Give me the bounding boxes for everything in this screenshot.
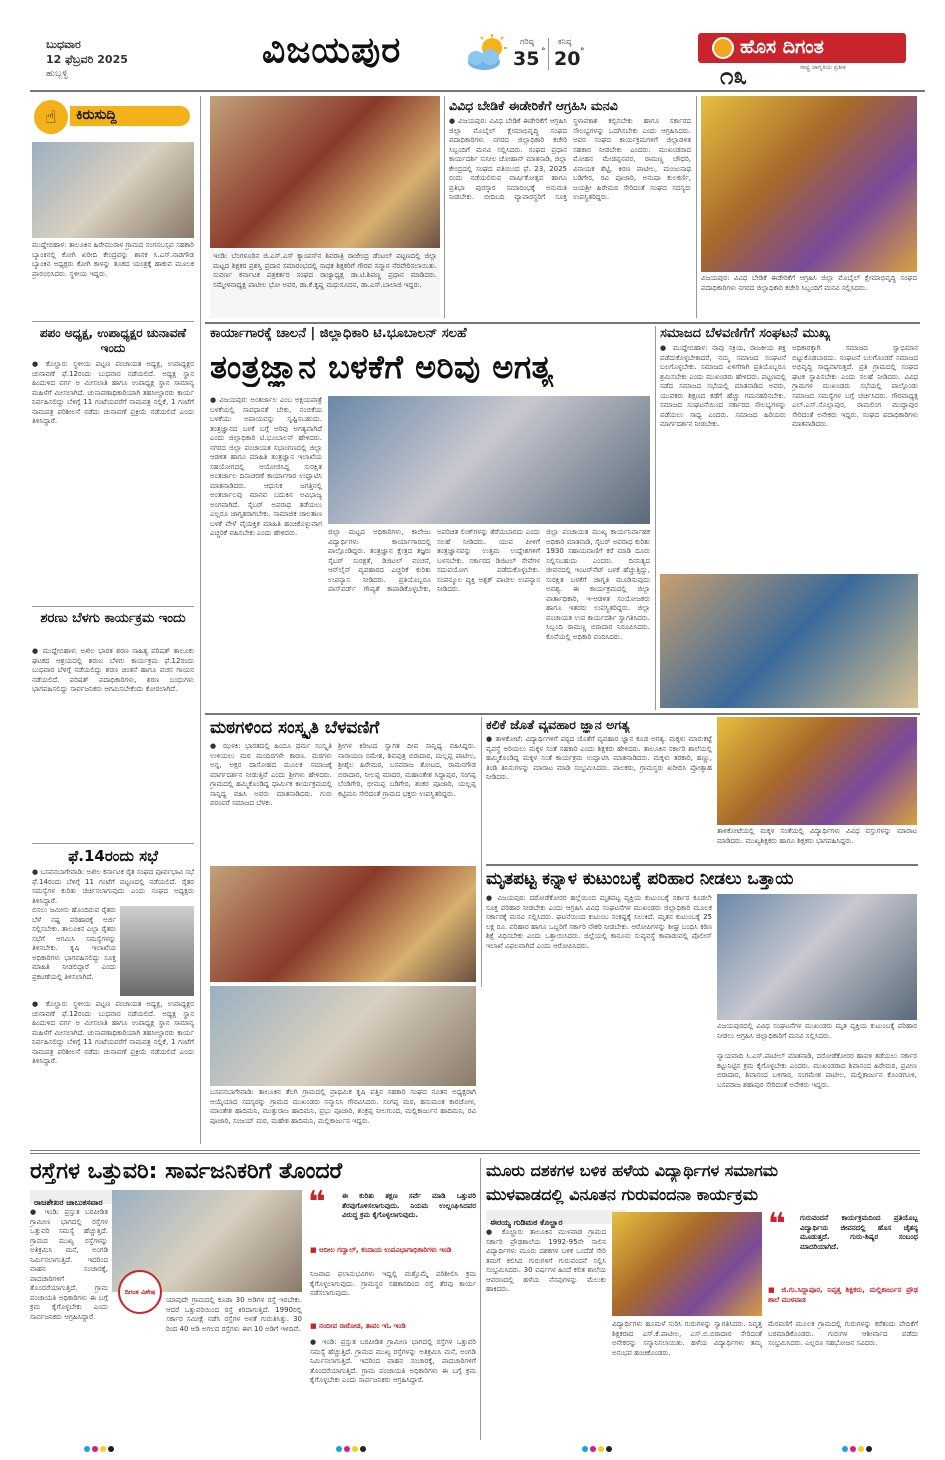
divider	[32, 321, 194, 322]
headline-guru-2: ಮುಳವಾಡದಲ್ಲಿ ವಿನೂತನ ಗುರುವಂದನಾ ಕಾರ್ಯಕ್ರಮ	[486, 1185, 758, 1204]
temp-max: 35	[513, 48, 540, 70]
masthead-rule	[30, 90, 925, 92]
column-rule	[200, 96, 201, 1144]
text-manavi: ● ವಿಜಯಪುರ: ವಿವಿಧ ಬೇಡಿಕೆ ಈಡೇರಿಕೆಗೆ ಆಗ್ರಹಿಸಿ ಜಿಲ್ಲಾ ಮೊಬೈಲ್ ಕ್ಷೇಮಾಭಿವೃದ್ಧಿ ಸಂಘದ ಪದಾಧಿಕಾರಿಗಳು ನಗರದ ಜಿಲ್ಲಾಧಿಕಾರಿ ಕಚೇರಿ ಸಿಬ್ಬಂದಿಗೆ ಮನವಿ ಸಲ್ಲಿಸಿದರು. ಸಂಘದ ಪ್ರಧಾನ ಕಾರ್ಯದರ್ಶಿ ಸುನೀಲ ಚೋಹಾನ್ ಮಾತನಾಡಿ, ಜಿಲ್ಲಾ ಕೇಂದ್ರದಲ್ಲಿ ಸಂಘದ ವತಿಯಿಂದ ಫೆ. 23, 2025 ರಂದು ನಡೆಯಲಿರುವ ವಾರ್ಷಿಕೋತ್ಸವ ಹಾಗೂ ಪ್ರತಿಭಾ ಪುರಸ್ಕಾರ ಸಮಾರಂಭಕ್ಕೆ ಅನುಮತಿ ನೀಡಬೇಕು. ಬೀದಿಬದಿ ವ್ಯಾಪಾರಸ್ಥರಿಗೆ ಸೂಕ್ತ ಸ್ಥಳಾವಕಾಶ ಕಲ್ಪಿಸಬೇಕು ಹಾಗೂ ಸರ್ಕಾರದ ಸೌಲಭ್ಯಗಳನ್ನು ಒದಗಿಸಬೇಕು ಎಂದು ಆಗ್ರಹಿಸಿದರು. ಅವರ ಸಂಘದ ಕಾರ್ಯಕ್ರಮಗಳಿಗೆ ಜಿಲ್ಲಾಡಳಿತ ಸಹಕಾರ ನೀಡಬೇಕು ಎಂದರು. ಮುಖಂಡರಾದ ಮೋಹನ ಮೇಡಪ್ಪನವರ, ರಾಮಣ್ಣ ಚೌಧರಿ, ವಿನಾಯಕ ಶೆಟ್ಟಿ, ಕಿರಣ ಪಾಟೀಲ, ಮಂಜುನಾಥ ಬಡಿಗೇರ, ರವಿ ಪೂಜಾರಿ, ಅನುಷಾ ಕುಲಕರ್ಣಿ, ಜಯಶ್ರೀ ಹಿರೇಮಠ ಸೇರಿದಂತೆ ಸಂಘದ ಸದಸ್ಯರು ಉಪಸ್ಥಿತರಿದ್ದರು.	[449, 117, 691, 201]
quote-raste-source: ■ ಆದೀಲ ಗದ್ವಾಲ್, ಕಂದಾಯ ಉಪವಿಭಾಗಾಧಿಕಾರಿಗಳು ಇಂಡಿ	[310, 1246, 452, 1254]
temp-divider	[548, 38, 549, 70]
masthead-title: ವಿಜಯಪುರ	[262, 30, 402, 71]
brand-tagline: ರಾಷ್ಟ್ರ ಜಾಗೃತಿಯ ಪ್ರತೀಕ	[800, 64, 846, 71]
photo-kirusuddi	[32, 142, 194, 238]
quote-raste-source-2: ■ ನಂದೀಪ ರಾಠೋಡ, ತಾಪಂ ಇಓ ಇಂಡಿ	[310, 1322, 406, 1330]
kirusuddi-text-2: ● ಮುದ್ದೇಬಿಹಾಳ: ಅಖಿಲ ಭಾರತ ಶರಣ ಸಾಹಿತ್ಯ ಪರಿಷತ್ ತಾಲೂಕು ಘಟಕದ ಆಶ್ರಯದಲ್ಲಿ ಶರಣು ಬೆಳಗು ಕಾರ್ಯಕ್ರಮ ಫೆ.12ರಂದು ಬುಧವಾರ ಬೆಳಿಗ್ಗೆ ನಡೆಯಲಿದ್ದು ಶರಣ ಚಿಂತನೆ ಹಾಗೂ ವಚನ ಗಾಯನ ನಡೆಯಲಿದೆ. ಪರಿಷತ್ ಪದಾಧಿಕಾರಿಗಳು, ಶರಣ ಬಂಧುಗಳು ಭಾಗವಹಿಸಲಿದ್ದು ಸಾರ್ವಜನಿಕರು ಆಗಮಿಸಬೇಕೆಂದು ಕೋರಲಾಗಿದೆ.	[32, 647, 194, 693]
temp-min-degree: °	[580, 47, 585, 57]
quote-raste: ಈ ಕುರಿತು ತಕ್ಷಣ ಸರ್ವೆ ಮಾಡಿ ಒತ್ತುವರಿ ತೆರವುಗೊಳಿಸಲಾಗುವುದು. ನಿಯಮ ಉಲ್ಲಂಘಿಸಿದವರ ವಿರುದ್ಧ ಕ್ರಮ ಕೈಗೊಳ್ಳಲಾಗುವುದು.	[342, 1192, 476, 1219]
weather-icon	[462, 34, 510, 74]
text-mrutapatta: ● ವಿಜಯಪುರ: ದರೋಡೆಕೋರರ ಹಲ್ಲೆಯಿಂದ ಮೃತಪಟ್ಟ ವ್ಯಕ್ತಿಯ ಕುಟುಂಬಕ್ಕೆ ಸರ್ಕಾರ ಕೂಡಲೇ ಸೂಕ್ತ ಪರಿಹಾರ ನೀಡಬೇಕು ಎಂದು ಆಗ್ರಹಿಸಿ ವಿವಿಧ ಸಂಘಟನೆಗಳ ಮುಖಂಡರು ಜಿಲ್ಲಾಧಿಕಾರಿ ಮೂಲಕ ಸರ್ಕಾರಕ್ಕೆ ಮನವಿ ಸಲ್ಲಿಸಿದರು. ಘಟನೆಯಿಂದ ಕುಟುಂಬ ಸಂಕಷ್ಟಕ್ಕೆ ಸಿಲುಕಿದೆ. ಮೃತನ ಕುಟುಂಬಕ್ಕೆ 25 ಲಕ್ಷ ರೂ. ಪರಿಹಾರ ಹಾಗೂ ಒಬ್ಬರಿಗೆ ಸರ್ಕಾರಿ ನೌಕರಿ ನೀಡಬೇಕು. ಆರೋಪಿಗಳನ್ನು ಶೀಘ್ರ ಬಂಧಿಸಿ ಕಠಿಣ ಶಿಕ್ಷೆ ವಿಧಿಸಬೇಕು ಎಂದು ಒತ್ತಾಯಿಸಿದರು. ಜಿಲ್ಲೆಯಲ್ಲಿ ಕಾನೂನು ಸುವ್ಯವಸ್ಥೆ ಕಾಪಾಡುವಲ್ಲಿ ಪೊಲೀಸ್ ಇಲಾಖೆ ವಿಫಲವಾಗಿದೆ ಎಂದು ಆರೋಪಿಸಿದರು.	[486, 894, 712, 950]
quote-mark-icon: ❝	[768, 1207, 786, 1242]
divider	[205, 322, 920, 324]
photo-award-ceremony	[210, 96, 440, 248]
section-separator	[30, 1150, 920, 1154]
photo-portrait	[120, 906, 194, 996]
kirusuddi-headline-3: ಫೆ.14ರಂದು ಸಭೆ	[68, 847, 158, 865]
temp-max-degree: °	[541, 47, 546, 57]
text-samaja-1: ● ಮುದ್ದೇಬಿಹಾಳ: ನಾವು ಸಕ್ರಿಯ, ರಾಜಕೀಯ ಶಕ್ತಿ ಪಡೆದುಕೊಳ್ಳಬೇಕಾದರೆ, ನಮ್ಮ ಸಮಾಜದ ಸಂಘಟನೆ ಬಲಗೊಳ್ಳಬೇಕು. ಸಮಾಜದ ಏಳಿಗೆಗಾಗಿ ಪ್ರತಿಯೊಬ್ಬರೂ ಶ್ರಮಿಸಬೇಕು ಎಂದು ಮುಖಂಡರು ಹೇಳಿದರು. ಪಟ್ಟಣದಲ್ಲಿ ನಡೆದ ಸಮಾಜದ ಸಭೆಯಲ್ಲಿ ಮಾತನಾಡಿದ ಅವರು, ಯುವಕರು ಶಿಕ್ಷಣದ ಕಡೆಗೆ ಹೆಚ್ಚು ಗಮನಹರಿಸಬೇಕು. ಸಮಾಜದ ಸಂಘಟನೆಯಿಂದ ಸರ್ಕಾರದ ಸೌಲಭ್ಯಗಳನ್ನು ಪಡೆಯಲು ಸಾಧ್ಯ ಎಂದರು. ಸಮಾಜದ ಹಿರಿಯರು ಮಾರ್ಗದರ್ಶನ ನೀಡಬೇಕು.	[660, 344, 786, 428]
quote-guru-source: ■ ಜಿ.ಗು.ಸಿದ್ದಾಪೂರ, ನಿವೃತ್ತ ಶಿಕ್ಷಕರು, ಮಲ್ಲಿಕಾರ್ಜುನ ಪ್ರೌಢ ಶಾಲೆ ಮುಳವಾಡ	[768, 1286, 918, 1304]
column-rule	[696, 96, 697, 318]
caption-basavana: ಬಸವನಬಾಗೇವಾಡಿ: ತಾಲೂಕಿನ ತೆಲಗಿ ಗ್ರಾಮದಲ್ಲಿ ಪ್ರಾಥಮಿಕ ಕೃಷಿ ಪತ್ತಿನ ಸಹಕಾರಿ ಸಂಘದ ನೂತನ ಅಧ್ಯಕ್ಷರಾಗಿ ಆಯ್ಕೆಯಾದ ಸದಸ್ಯರನ್ನು ಗ್ರಾಮದ ಮುಖಂಡರು ಸನ್ಮಾನಿಸಿ ಗೌರವಿಸಿದರು. ಸಂಗಪ್ಪ ಮಠ, ಹನುಮಂತ ಕಾರಜೋಳ, ಮಾಂತೇಶ ಹಾದಿಮನಿ, ಮುತ್ತುರಾಜ ಹಾದಿಮನಿ, ಪ್ರಭು ಪೂಜಾರಿ, ಶಂಕ್ರಪ್ಪ ನೀಲಗುಂದ, ಮಲ್ಲಿಕಾರ್ಜುನ ಹಾದಿಮನಿ, ರವಿ ಪೂಜಾರಿ, ಸಂಜಯ್ ಮಠ, ಮಹೇಶ ಹಾದಿಮನಿ, ಮಲ್ಲಿಕಾರ್ಜುನ ಇದ್ದರು.	[210, 1088, 476, 1144]
headline-mrutapatta: ಮೃತಪಟ್ಟ ಕನ್ನಾಳ ಕುಟುಂಬಕ್ಕೆ ಪರಿಹಾರ ನೀಡಲು ಒತ್ತಾಯ	[486, 869, 794, 889]
photo-mrutapatta	[717, 894, 917, 1020]
registration-dots	[336, 1446, 366, 1452]
headline-kalike: ಕಲಿಕೆ ಜೊತೆ ವ್ಯವಹಾರ ಜ್ಞಾನ ಅಗತ್ಯ	[486, 717, 630, 732]
emblem-text: ದಿಗಂತ ವಿಶೇಷ	[124, 1288, 156, 1296]
masthead-city: ಹುಬ್ಬಳ್ಳಿ	[46, 69, 68, 79]
column-rule	[444, 96, 445, 318]
headline-mata: ಮಠಗಳಿಂದ ಸಂಸ್ಕೃತಿ ಬೆಳವಣಿಗೆ	[210, 718, 380, 738]
photo-guru	[612, 1212, 762, 1316]
text-samaja-2: ಅಧಿಕಾರಕ್ಕಾಗಿ ಸಮಾಜದ ಸ್ವಾಭಿಮಾನ ಬಿಟ್ಟುಕೊಡಬಾರದು. ಸಂಘಟನೆ ಬಲಗೊಂಡರೆ ಸಮಾಜದ ಅಭಿವೃದ್ಧಿ ಸಾಧ್ಯವಾಗುತ್ತದೆ. ಪ್ರತಿ ಗ್ರಾಮದಲ್ಲಿ ಸಂಘದ ಘಟಕ ಸ್ಥಾಪಿಸಬೇಕು ಎಂದು ಸಲಹೆ ನೀಡಿದರು. ವಿವಿಧ ಗ್ರಾಮಗಳ ಮುಖಂಡರು ಸಭೆಯಲ್ಲಿ ಪಾಲ್ಗೊಂಡು ಸಮಾಜದ ಸಮಸ್ಯೆಗಳ ಬಗ್ಗೆ ಚರ್ಚಿಸಿದರು. ಗೌರವಾಧ್ಯಕ್ಷ ಎಲ್.ಎಸ್.ಸೊಲ್ಲಾಪುರ, ರಾಮಲಿಂಗ ಮುದ್ದಾಪುರ ಸೇರಿದಂತೆ ಅನೇಕರು ಇದ್ದರು. ಸಂಘದ ಪದಾಧಿಕಾರಿಗಳು ಮಾತನಾಡಿದರು.	[792, 344, 918, 428]
column-rule	[480, 1158, 481, 1440]
kirusuddi-text-4b: ● ಕೊಲ್ಹಾರ: ಸ್ಥಳೀಯ ಪಟ್ಟಣ ಪಂಚಾಯತ ಅಧ್ಯಕ್ಷ, ಉಪಾಧ್ಯಕ್ಷರ ಚುನಾವಣೆ ಫೆ.12ರಂದು ಬುಧವಾರ ನಡೆಯಲಿದೆ. ಅಧ್ಯಕ್ಷ ಸ್ಥಾನ ಹಿಂದುಳಿದ ವರ್ಗ ಅ ಮೀಸಲಾತಿ ಹಾಗೂ ಉಪಾಧ್ಯಕ್ಷ ಸ್ಥಾನ ಸಾಮಾನ್ಯ ಮಹಿಳೆಗೆ ಮೀಸಲಾಗಿದೆ. ಚುನಾವಣಾಧಿಕಾರಿಯಾಗಿ ತಹಸೀಲ್ದಾರರು ಕಾರ್ಯ ನಿರ್ವಹಿಸಲಿದ್ದು ಬೆಳಿಗ್ಗೆ 11 ಗಂಟೆಯವರೆಗೆ ನಾಮಪತ್ರ ಸಲ್ಲಿಕೆ, 1 ಗಂಟೆಗೆ ನಾಮಪತ್ರ ಪರಿಶೀಲನೆ ನಡೆದು ಚುನಾವಣೆ ಪ್ರಕ್ರಿಯೆ ನಡೆಯಲಿದೆ ಎಂದು ತಿಳಿಸಿದ್ದಾರೆ.	[32, 1000, 194, 1065]
column-rule	[655, 326, 656, 710]
byline-raste-text: ರಾಜಶೇಖರ ಚಾಬುಕಸವಾರ	[34, 1198, 103, 1207]
byline-guru-text: ಈರಯ್ಯ ಗುಡಿಮಠ ಕೊಲ್ಹಾರ	[490, 1218, 563, 1227]
registration-dots	[84, 1446, 114, 1452]
photo-lead	[328, 396, 650, 524]
lead-headline: ತಂತ್ರಜ್ಞಾನ ಬಳಕೆಗೆ ಅರಿವು ಅಗತ್ಯ	[210, 348, 554, 386]
kirusuddi-text-1: ● ಕೊಲ್ಹಾರ: ಸ್ಥಳೀಯ ಪಟ್ಟಣ ಪಂಚಾಯತ ಅಧ್ಯಕ್ಷ, ಉಪಾಧ್ಯಕ್ಷರ ಚುನಾವಣೆ ಫೆ.12ರಂದು ಬುಧವಾರ ನಡೆಯಲಿದೆ. ಅಧ್ಯಕ್ಷ ಸ್ಥಾನ ಹಿಂದುಳಿದ ವರ್ಗ ಅ ಮೀಸಲಾತಿ ಹಾಗೂ ಉಪಾಧ್ಯಕ್ಷ ಸ್ಥಾನ ಸಾಮಾನ್ಯ ಮಹಿಳೆಗೆ ಮೀಸಲಾಗಿದೆ. ಚುನಾವಣಾಧಿಕಾರಿಯಾಗಿ ತಹಸೀಲ್ದಾರರು ಕಾರ್ಯ ನಿರ್ವಹಿಸಲಿದ್ದು ಬೆಳಿಗ್ಗೆ 11 ಗಂಟೆಯವರೆಗೆ ನಾಮಪತ್ರ ಸಲ್ಲಿಕೆ, 1 ಗಂಟೆಗೆ ನಾಮಪತ್ರ ಪರಿಶೀಲನೆ ನಡೆದು ಚುನಾವಣೆ ಪ್ರಕ್ರಿಯೆ ನಡೆಯಲಿದೆ ಎಂದು ತಿಳಿಸಿದ್ದಾರೆ.	[32, 360, 194, 425]
hand-icon: ☝	[34, 100, 68, 134]
temp-min-label: ಕನಿಷ್ಠ	[558, 37, 572, 46]
quote-mark-icon: ❝	[308, 1185, 326, 1220]
text-guru-2: ವಿದ್ಯಾರ್ಥಿಗಳು ಹೂಮಳೆ ಸುರಿಸಿ ಗುರುಗಳನ್ನು ಸ್ವಾಗತಿಸಿದರು. ನಿವೃತ್ತ ಶಿಕ್ಷಕರಾದ ಎಸ್.ಕೆ.ಪಾಟೀಲ, ಎಸ್.ಬಿ.ಬಿರಾದಾರ ಸೇರಿದಂತೆ ಅನೇಕರನ್ನು ಸನ್ಮಾನಿಸಲಾಯಿತು. ಹಳೆಯ ವಿದ್ಯಾರ್ಥಿಗಳು ತಮ್ಮ ಅನುಭವ ಹಂಚಿಕೊಂಡರು.	[612, 1320, 762, 1357]
caption-manavi: ವಿಜಯಪುರ: ವಿವಿಧ ಬೇಡಿಕೆ ಈಡೇರಿಕೆಗೆ ಆಗ್ರಹಿಸಿ ಜಿಲ್ಲಾ ಮೊಬೈಲ್ ಕ್ಷೇಮಾಭಿವೃದ್ಧಿ ಸಂಘದ ಪದಾಧಿಕಾರಿಗಳು ನಗರದ ಜಿಲ್ಲಾಧಿಕಾರಿ ಕಚೇರಿ ಸಿಬ್ಬಂದಿಗೆ ಮನವಿ ಸಲ್ಲಿಸಿದರು.	[701, 274, 917, 318]
registration-dots	[582, 1446, 612, 1452]
registration-dots	[842, 1446, 872, 1452]
temp-min: 20	[554, 48, 581, 70]
photo-samaja	[660, 574, 918, 708]
temp-max-label: ಗರಿಷ್ಠ	[520, 37, 534, 46]
headline-manavi: ವಿವಿಧ ಬೇಡಿಕೆ ಈಡೇರಿಕೆಗೆ ಆಗ್ರಹಿಸಿ ಮನವಿ	[449, 98, 618, 113]
headline-guru-1: ಮೂರು ದಶಕಗಳ ಬಳಿಕ ಹಳೆಯ ವಿದ್ಯಾರ್ಥಿಗಳ ಸಮಾಗಮ	[486, 1161, 778, 1180]
text-raste-3: ನಿಜವಾದ ಫಲಾನುಭವಿಗಳು ಇದ್ದಲ್ಲಿ ಮತ್ತೊಮ್ಮೆ ಪರಿಶೀಲಿಸಿ ಕ್ರಮ ಕೈಗೊಳ್ಳಲಾಗುವುದು. ಗ್ರಾಮಸ್ಥರ ಸಹಕಾರದಿಂದ ರಸ್ತೆ ತೆರವು ಕಾರ್ಯ ನಡೆಸಲಾಗುವುದು.	[310, 1270, 476, 1297]
divider	[486, 864, 918, 866]
caption-kalike: ತಾಳಿಕೋಟೆಯಲ್ಲಿ ಮಕ್ಕಳ ಸಂತೆಯಲ್ಲಿ ವಿದ್ಯಾರ್ಥಿಗಳು ವಿವಿಧ ವಸ್ತುಗಳನ್ನು ಮಾರಾಟ ಮಾಡಿದರು. ಮುಖ್ಯಶಿಕ್ಷಕರು ಹಾಗೂ ಶಿಕ್ಷಕರು ಭಾಗವಹಿಸಿದ್ದರು.	[717, 827, 917, 860]
kirusuddi-headline-1: ಪಪಂ ಅಧ್ಯಕ್ಷ, ಉಪಾಧ್ಯಕ್ಷರ ಚುನಾವಣೆ ಇಂದು	[39, 326, 187, 355]
masthead-day: ಬುಧವಾರ	[46, 38, 81, 51]
caption-kirusuddi: ಮುದ್ದೇಬಿಹಾಳ: ತಾಲೂಕಿನ ಹಿರೇಮುರಾಳ ಗ್ರಾಮದ ಸಂಗನಬಸ್ಸವ ಸಹಕಾರಿ ಬ್ಯಾಂಕಿನಲ್ಲಿ ಕೋಗಿ ಖರೀದಿ ಕೇಂದ್ರವನ್ನು ಶಾಸಕ ಸಿ.ಎಸ್.ನಾಡಗೌಡ ಬ್ಯಾಂಕಿನ ಅಧ್ಯಕ್ಷರು ಕೋಗಿ ಕಾಳನ್ನು ತೂಕದ ಯಂತ್ರಕ್ಕೆ ಹಾಕುವ ಮೂಲಕ ಪ್ರಾರಂಭಿಸಿದರು. ಸ್ಥಳೀಯ ಇದ್ದರು.	[32, 241, 194, 318]
page-number: ೧೩	[720, 62, 747, 90]
headline-samaja: ಸಮಾಜದ ಬೆಳವಣಿಗೆಗೆ ಸಂಘಟನೆ ಮುಖ್ಯ	[660, 326, 831, 341]
headline-raste: ರಸ್ತೆಗಳ ಒತ್ತುವರಿ: ಸಾರ್ವಜನಿಕರಿಗೆ ತೊಂದರೆ	[30, 1159, 343, 1184]
brand-name: ಹೊಸ ದಿಗಂತ	[740, 36, 824, 58]
masthead-date-block	[46, 38, 196, 79]
divider	[32, 843, 194, 844]
text-guru: ● ಕೊಲ್ಹಾರ: ತಾಲೂಕಿನ ಮುಳವಾಡ ಗ್ರಾಮದ ಸರ್ಕಾರಿ ಪ್ರೌಢಶಾಲೆಯ 1992-95ನೇ ಸಾಲಿನ ವಿದ್ಯಾರ್ಥಿಗಳು ಮೂರು ದಶಕಗಳ ಬಳಿಕ ಒಂದೆಡೆ ಸೇರಿ ತಮಗೆ ಕಲಿಸಿದ ಗುರುಗಳಿಗೆ ಗುರುವಂದನೆ ಸಲ್ಲಿಸಿ ಸಂಭ್ರಮಿಸಿದರು. 30 ವರ್ಷಗಳ ಹಿಂದೆ ಕಲಿತ ಶಾಲೆಯ ಆವರಣದಲ್ಲಿ ಹಳೆಯ ನೆನಪುಗಳನ್ನು ಮೆಲುಕು ಹಾಕಿದರು.	[486, 1228, 606, 1293]
kirusuddi-text-4: ಬಿಸಲು ಜಮೀನು ಹೊಂದಿರುವ ರೈತರು ಬೆಳೆ ನಷ್ಟ ಪರಿಹಾರಕ್ಕೆ ಅರ್ಜಿ ಸಲ್ಲಿಸಬೇಕು. ತಾಲೂಕಿನ ಎಲ್ಲಾ ರೈತರು ಸಭೆಗೆ ಆಗಮಿಸಿ ಸಮಸ್ಯೆಗಳನ್ನು ತಿಳಿಸಬೇಕು. ಕೃಷಿ ಇಲಾಖೆಯ ಅಧಿಕಾರಿಗಳು ಭಾಗವಹಿಸಲಿದ್ದು ಸೂಕ್ತ ಮಾಹಿತಿ ನೀಡಲಿದ್ದಾರೆ ಎಂದು ಪ್ರಕಟಣೆಯಲ್ಲಿ ತಿಳಿಸಲಾಗಿದೆ.	[32, 906, 116, 981]
photo-kalike	[717, 717, 917, 825]
caption-award-ceremony: ಇಂಡಿ: ಬೆಂಗಳೂರಿನ ಜಿ.ಎಸ್.ಎಸ್ ಕ್ಯಾಂಪಸ್‌ನ ಶಿವರಾತ್ರಿ ರಾಜೇಂದ್ರ ಡೆಂಟಲ್ ಪಟ್ಟಣದಲ್ಲಿ ಜಿಲ್ಲಾ ಮಟ್ಟದ ಶಿಕ್ಷಕರ ಪ್ರಶಸ್ತಿ ಪ್ರದಾನ ಸಮಾರಂಭದಲ್ಲಿ ಸಾಧಕ ಶಿಕ್ಷಕರಿಗೆ ಗೌರವ ಸನ್ಮಾನ ನೆರವೇರಿಸಲಾಯಿತು. ಸುವರ್ಣ ಕರ್ನಾಟಕ ಪತ್ರಕರ್ತರ ಸಂಘದ ರಾಜ್ಯಾಧ್ಯಕ್ಷ ಡಾ.ಟಿ.ಶಿವಣ್ಣ ಪ್ರಧಾನ ಮಾಡಿದರು. ಸಮ್ಮೇಳನಾಧ್ಯಕ್ಷ ಪಾಟೀಲ ಭೋ ಅವರ, ಡಾ.ಕೆ.ಕೃಷ್ಣ ಮಧುಸೂದನ, ಡಾ.ಎಸ್.ಬಾಲಾಜಿ ಇದ್ದರು.	[210, 250, 440, 318]
text-raste-4: ● ಇಂಡಿ: ಪ್ರಸ್ತುತ ಬರಪೀಡಿತ ಗ್ರಾಮೀಣ ಭಾಗದಲ್ಲಿ ರಸ್ತೆಗಳ ಒತ್ತುವರಿ ಸಮಸ್ಯೆ ಹೆಚ್ಚುತ್ತಿದೆ. ಗ್ರಾಮದ ಮುಖ್ಯ ರಸ್ತೆಗಳನ್ನು ಅತಿಕ್ರಮಿಸಿ ಮನೆ, ಅಂಗಡಿ ನಿರ್ಮಿಸಲಾಗುತ್ತಿದೆ. ಇದರಿಂದ ವಾಹನ ಸಂಚಾರಕ್ಕೆ, ಪಾದಚಾರಿಗಳಿಗೆ ತೊಂದರೆಯಾಗುತ್ತಿದೆ. ಗ್ರಾಮ ಪಂಚಾಯತಿ ಅಧಿಕಾರಿಗಳು ಈ ಬಗ್ಗೆ ಕ್ರಮ ಕೈಗೊಳ್ಳಬೇಕು ಎಂದು ಸಾರ್ವಜನಿಕರು ಆಗ್ರಹಿಸಿದ್ದಾರೆ.	[310, 1338, 476, 1384]
divider	[205, 713, 920, 715]
text-mata-2: ಶ್ರೀಗಳ ಕಿರೀಟದ ಸ್ವಾಗತ ದೀಪ ಸಾನ್ನಿಧ್ಯ ವಹಿಸಿದ್ದರು. ನಾರಾಯಣ ರಮೇಶ, ಶಿವಪುತ್ರ ಬಿರಾದಾರ, ಮಲ್ಲಪ್ಪ ಪಾಟೀಲ, ಶ್ರೀಶೈಲ ಹಿರೇಮಠ, ಬಸವರಾಜ ತೋಟದ, ರಾಮನಗೌಡ ಬಿರಾದಾರ, ನೀಲಪ್ಪ ಮಾದರ, ಮಹಾಂತೇಶ ಸಿದ್ದಾಪುರ, ಸಂಗಪ್ಪ ಬೆಂಡಿಗೇರಿ, ಭೀಮಪ್ಪ ಬಡಿಗೇರ, ಶಂಕರ ಪೂಜಾರಿ, ಯಲ್ಲಪ್ಪ ಕಟ್ಟಿಮನಿ ಸೇರಿದಂತೆ ಗ್ರಾಮದ ಭಕ್ತರು ಉಪಸ್ಥಿತರಿದ್ದರು.	[338, 742, 476, 798]
text-mrutapatta-2: ನ್ಯಾಯವಾದಿ ಸಿ.ಎಸ್.ಪಾಟೀಲ್ ಮಾತನಾಡಿ, ದರೋಡೆಕೋರರ ಹಾವಳಿ ತಡೆಯಲು ಸರ್ಕಾರ ಕಟ್ಟುನಿಟ್ಟಿನ ಕ್ರಮ ಕೈಗೊಳ್ಳಬೇಕು ಎಂದರು. ಮುಖಂಡರಾದ ಶಿವಾನಂದ ಹಿರೇಮಠ, ಪ್ರವೀಣ ಬಿರಾದಾರ, ಶಿವಾನಂದ ಬಳಿಗಾರ, ಸಂಗಮೇಶ ಪಾಟೀಲ, ಮಲ್ಲಿಕಾರ್ಜುನ ಕೊಂಡಗೂಳಿ, ಬಸವರಾಜ ಶಹಾಪುರ ಸೇರಿದಂತೆ ಅನೇಕರು ಇದ್ದರು.	[717, 1052, 917, 1089]
caption-mrutapatta: ವಿಜಯಪುರದಲ್ಲಿ ವಿವಿಧ ಸಂಘಟನೆಗಳ ಮುಖಂಡರು ಮೃತ ವ್ಯಕ್ತಿಯ ಕುಟುಂಬಕ್ಕೆ ಪರಿಹಾರ ನೀಡಲು ಆಗ್ರಹಿಸಿ ಜಿಲ್ಲಾಧಿಕಾರಿಗೆ ಮನವಿ ಸಲ್ಲಿಸಿದರು.	[717, 1022, 917, 1050]
divider	[32, 606, 194, 607]
text-guru-3: ಮೆರವಣಿಗೆ ಮೂಲಕ ಗ್ರಾಮದಲ್ಲಿ ಗುರುಗಳನ್ನು ಕರೆತಂದು ವೇದಿಕೆಗೆ ಬರಮಾಡಿಕೊಂಡರು. ಗುರುಗಳ ಆಶೀರ್ವಾದ ಪಡೆದು ಸಂಭ್ರಮಿಸಿದರು. ಎಲ್ಲರೂ ಸಹಭೋಜನ ಸವಿದರು.	[768, 1320, 918, 1347]
text-kalike: ● ತಾಳಿಕೋಟೆ: ವಿದ್ಯಾರ್ಥಿಗಳಿಗೆ ಪಠ್ಯದ ಜೊತೆಗೆ ವ್ಯವಹಾರ ಜ್ಞಾನ ಕೂಡ ಅಗತ್ಯ. ಮಕ್ಕಳು ಮಾರುಕಟ್ಟೆ ವ್ಯವಸ್ಥೆ ಅರಿಯಲು ಮಕ್ಕಳ ಸಂತೆ ಸಹಕಾರಿ ಎಂದು ಶಿಕ್ಷಕರು ಹೇಳಿದರು. ತಾಲೂಕಿನ ಸರ್ಕಾರಿ ಶಾಲೆಯಲ್ಲಿ ಹಮ್ಮಿಕೊಂಡಿದ್ದ ಮಕ್ಕಳ ಸಂತೆ ಕಾರ್ಯಕ್ರಮ ಉದ್ಘಾಟಿಸಿ ಮಾತನಾಡಿದರು. ಮಕ್ಕಳು ತರಕಾರಿ, ಹಣ್ಣು, ತಿಂಡಿ ತಿನಿಸುಗಳನ್ನು ಮಾರಾಟ ಮಾಡಿ ಸಂಭ್ರಮಿಸಿದರು. ಪಾಲಕರು, ಗ್ರಾಮಸ್ಥರು ಖರೀದಿಸಿ ಪ್ರೋತ್ಸಾಹ ನೀಡಿದರು.	[486, 735, 712, 781]
masthead	[0, 0, 945, 90]
masthead-date: 12 ಫೆಬ್ರವರಿ 2025	[46, 53, 128, 66]
kirusuddi-label: ಕಿರುಸುದ್ದಿ	[76, 107, 117, 123]
column-rule	[481, 717, 482, 987]
lead-col2: ಜಿಲ್ಲಾ ಮಟ್ಟದ ಅಧಿಕಾರಿಗಳು, ಕಾಲೇಜು ವಿದ್ಯಾರ್ಥಿಗಳು ಕಾರ್ಯಾಗಾರದಲ್ಲಿ ಪಾಲ್ಗೊಂಡಿದ್ದರು. ತಂತ್ರಜ್ಞಾನ ಕ್ಷೇತ್ರದ ತಜ್ಞರು ಸೈಬರ್ ಸುರಕ್ಷತೆ, ಡಿಜಿಟಲ್ ವಂಚನೆ, ಆನ್‌ಲೈನ್ ವ್ಯವಹಾರದ ಎಚ್ಚರಿಕೆ ಕುರಿತು ಉಪನ್ಯಾಸ ನೀಡಿದರು. ಪ್ರತಿಯೊಬ್ಬರೂ ಪಾಸ್‌ವರ್ಡ್ ಗೌಪ್ಯತೆ ಕಾಪಾಡಿಕೊಳ್ಳಬೇಕು, ಅಪರಿಚಿತ ಲಿಂಕ್‌ಗಳನ್ನು ತೆರೆಯಬಾರದು ಎಂದು ಸಲಹೆ ನೀಡಿದರು. ಯುವ ಪೀಳಿಗೆ ತಂತ್ರಜ್ಞಾನವನ್ನು ಉತ್ತಮ ಉದ್ದೇಶಗಳಿಗೆ ಬಳಸಬೇಕು. ಸರ್ಕಾರದ ಡಿಜಿಟಲ್ ಸೇವೆಗಳ ಸದುಪಯೋಗ ಪಡೆದುಕೊಳ್ಳಬೇಕು. ಸಂಪನ್ಮೂಲ ವ್ಯಕ್ತಿ ಅಶ್ಪಕ್ ಪಾಟೀಲ ಉಪನ್ಯಾಸ ನೀಡಿದರು.	[328, 528, 540, 593]
photo-basavana	[210, 986, 476, 1086]
lead-col1: ● ವಿಜಯಪುರ: ಅಂತರ್ಜಾಲ ಎಂಬ ಅಕ್ಷಯಪಾತ್ರೆ ಬಳಕೆಯಲ್ಲಿ ಸಾವಧಾನತೆ ಬೇಕು, ನಂಬಿಕೆಯ ಬಳಕೆಯು ಅಪಾಯವನ್ನು ಸೃಷ್ಟಿಸಬಹುದು. ತಂತ್ರಜ್ಞಾನದ ಬಳಕೆ ಬಗ್ಗೆ ಅರಿವು ಅಗತ್ಯವಾಗಿದೆ ಎಂದು ಜಿಲ್ಲಾಧಿಕಾರಿ ಟಿ.ಭೂಬಾಲನ್ ಹೇಳಿದರು. ನಗರದ ಜಿಲ್ಲಾ ಪಂಚಾಯತ ಸಭಾಂಗಣದಲ್ಲಿ ಜಿಲ್ಲಾ ಆಡಳಿತ ಹಾಗೂ ಮಾಹಿತಿ ತಂತ್ರಜ್ಞಾನ ಇಲಾಖೆಯ ಸಹಯೋಗದಲ್ಲಿ ಆಯೋಜಿಸಿದ್ದ ಸುರಕ್ಷಿತ ಅಂತರ್ಜಾಲ ದಿನಾಚರಣೆ ಕಾರ್ಯಾಗಾರ ಉದ್ಘಾಟಿಸಿ ಮಾತನಾಡಿದರು. ಆಧುನಿಕ ಜಗತ್ತಿನಲ್ಲಿ ಅಂತರ್ಜಾಲವು ಮಾನವ ಬದುಕಿನ ಅವಿಭಾಜ್ಯ ಅಂಗವಾಗಿದೆ. ಸೈಬರ್ ಅಪರಾಧ ತಡೆಯಲು ಎಲ್ಲರೂ ಜಾಗೃತರಾಗಬೇಕು. ಸಾಮಾಜಿಕ ಜಾಲತಾಣ ಬಳಕೆ ವೇಳೆ ವೈಯಕ್ತಿಕ ಮಾಹಿತಿ ಹಂಚಿಕೊಳ್ಳುವಾಗ ಎಚ್ಚರಿಕೆ ವಹಿಸಬೇಕು ಎಂದು ಹೇಳಿದರು.	[210, 396, 322, 537]
kirusuddi-headline-2: ಶರಣು ಬೆಳಗು ಕಾರ್ಯಕ್ರಮ ಇಂದು	[40, 611, 186, 626]
emblem-digantha-vishesha	[118, 1270, 162, 1314]
brand-banner	[698, 33, 906, 63]
text-raste-2: ಯಾವುದೇ ಗ್ರಾಮದಲ್ಲಿ ಕೂಡಾ 30 ಅಡಿಗಳ ರಸ್ತೆ ಇರಬೇಕು. ಆದರೆ ಒತ್ತುವರಿಯಿಂದ ರಸ್ತೆ ಕಿರಿದಾಗುತ್ತಿದೆ. 1990ರಲ್ಲಿ ಸರ್ಕಾರ ಸಮೀಕ್ಷೆ ನಡೆಸಿ ರಸ್ತೆಗಳ ಅಳತೆ ಗುರುತಿಸಿತ್ತು. 30 ರಿಂದ 40 ಅಡಿ ಅಗಲದ ರಸ್ತೆಗಳು ಈಗ 10 ಅಡಿಗೆ ಇಳಿದಿವೆ.	[166, 1296, 302, 1333]
lead-kicker: ಕಾರ್ಯಾಗಾರಕ್ಕೆ ಚಾಲನೆ | ಜಿಲ್ಲಾಧಿಕಾರಿ ಟಿ.ಭೂಬಾಲನ್ ಸಲಹೆ	[210, 326, 467, 341]
text-raste: ● ಇಂಡಿ: ಪ್ರಸ್ತುತ ಬರಪೀಡಿತ ಗ್ರಾಮೀಣ ಭಾಗದಲ್ಲಿ ರಸ್ತೆಗಳ ಒತ್ತುವರಿ ಸಮಸ್ಯೆ ಹೆಚ್ಚುತ್ತಿದೆ. ಗ್ರಾಮದ ಮುಖ್ಯ ರಸ್ತೆಗಳನ್ನು ಅತಿಕ್ರಮಿಸಿ ಮನೆ, ಅಂಗಡಿ ನಿರ್ಮಿಸಲಾಗುತ್ತಿದೆ. ಇದರಿಂದ ವಾಹನ ಸಂಚಾರಕ್ಕೆ, ಪಾದಚಾರಿಗಳಿಗೆ ತೊಂದರೆಯಾಗುತ್ತಿದೆ. ಗ್ರಾಮ ಪಂಚಾಯತಿ ಅಧಿಕಾರಿಗಳು ಈ ಬಗ್ಗೆ ಕ್ರಮ ಕೈಗೊಳ್ಳಬೇಕು ಎಂದು ಸಾರ್ವಜನಿಕರು ಆಗ್ರಹಿಸಿದ್ದಾರೆ.	[30, 1208, 108, 1321]
byline-guru	[486, 1210, 626, 1227]
photo-mata	[210, 866, 476, 982]
text-mata-1: ● ಝಳಕಿ: ಭಾರತದಲ್ಲಿ ಹಿಂದೂ ಧರ್ಮ ಸಂಸ್ಕೃತಿ ಉಳಿಯಲು ಮಠ ಮಂದಿರಗಳೇ ಕಾರಣ. ಮಠಗಳು ಅನ್ನ, ಅಕ್ಷರ ದಾಸೋಹದ ಮೂಲಕ ಸಮಾಜಕ್ಕೆ ಮಾರ್ಗದರ್ಶನ ನೀಡುತ್ತಿವೆ ಎಂದು ಶ್ರೀಗಳು ಹೇಳಿದರು. ಗ್ರಾಮದಲ್ಲಿ ಹಮ್ಮಿಕೊಂಡಿದ್ದ ಧಾರ್ಮಿಕ ಕಾರ್ಯಕ್ರಮದಲ್ಲಿ ಸಾನ್ನಿಧ್ಯ ವಹಿಸಿ ಅವರು ಮಾತನಾಡಿದರು. ಗುರು ಪರಂಪರೆ ಸಮಾಜದ ಬೆಳಕು.	[210, 742, 332, 807]
lamp-icon	[712, 37, 734, 59]
kirusuddi-header	[30, 96, 195, 136]
kirusuddi-text-3: ● ಬಸವನಬಾಗೇವಾಡಿ: ಅಖಿಲ ಕರ್ನಾಟಕ ರೈತ ಸಂಘದ ಪೂರ್ವಭಾವಿ ಸಭೆ ಫೆ.14ರಂದು ಬೆಳಿಗ್ಗೆ 11 ಗಂಟೆಗೆ ಪಟ್ಟಣದಲ್ಲಿ ನಡೆಯಲಿದೆ. ರೈತರ ಸಮಸ್ಯೆಗಳ ಕುರಿತು ಚರ್ಚಿಸಲಾಗುವುದು ಎಂದು ಸಂಘದ ಅಧ್ಯಕ್ಷರು ತಿಳಿಸಿದ್ದಾರೆ.	[32, 868, 194, 905]
quote-guru: ಗುರುವಂದನೆ ಕಾರ್ಯಕ್ರಮದಿಂದ ಪ್ರತಿಯೊಬ್ಬ ವಿದ್ಯಾರ್ಥಿಯ ಜೀವನದಲ್ಲಿ ಹೊಸ ಚೈತನ್ಯ ಮೂಡುತ್ತದೆ. ಗುರು-ಶಿಷ್ಯರ ಸಂಬಂಧ ಮಾದರಿಯಾಗಿದೆ.	[800, 1214, 918, 1251]
photo-manavi	[701, 96, 917, 272]
lead-col3: ಜಿಲ್ಲಾ ಪಂಚಾಯತ ಮುಖ್ಯ ಕಾರ್ಯನಿರ್ವಾಹಕ ಅಧಿಕಾರಿ ಮಾತನಾಡಿ, ಸೈಬರ್ ಅಪರಾಧ ಕುರಿತು 1930 ಸಹಾಯವಾಣಿಗೆ ಕರೆ ಮಾಡಿ ದೂರು ಸಲ್ಲಿಸಬಹುದು ಎಂದರು. ದಿನನಿತ್ಯದ ಜೀವನದಲ್ಲಿ ಇಂಟರ್‌ನೆಟ್ ಬಳಕೆ ಹೆಚ್ಚುತ್ತಿದ್ದು, ಸುರಕ್ಷಿತ ಬಳಕೆಗೆ ಜಾಗೃತಿ ಮೂಡಿಸುವುದು ಅವಶ್ಯ. ಈ ಕಾರ್ಯಕ್ರಮದಲ್ಲಿ ಜಿಲ್ಲಾ ವಾರ್ತಾಧಿಕಾರಿ, ಇ-ಆಡಳಿತ ಸಂಯೋಜಕರು ಹಾಗೂ ಇತರರು ಉಪಸ್ಥಿತರಿದ್ದರು. ಜಿಲ್ಲಾ ಪಂಚಾಯತ ಉಪ ಕಾರ್ಯದರ್ಶಿ ಸ್ವಾಗತಿಸಿದರು. ಸಿಬ್ಬಂದಿ ರಾಮಣ್ಣ ಬಿರಾದಾರ ನಿರೂಪಿಸಿದರು. ಕೊನೆಯಲ್ಲಿ ಅಧಿಕಾರಿ ವಂದಿಸಿದರು.	[546, 528, 650, 641]
